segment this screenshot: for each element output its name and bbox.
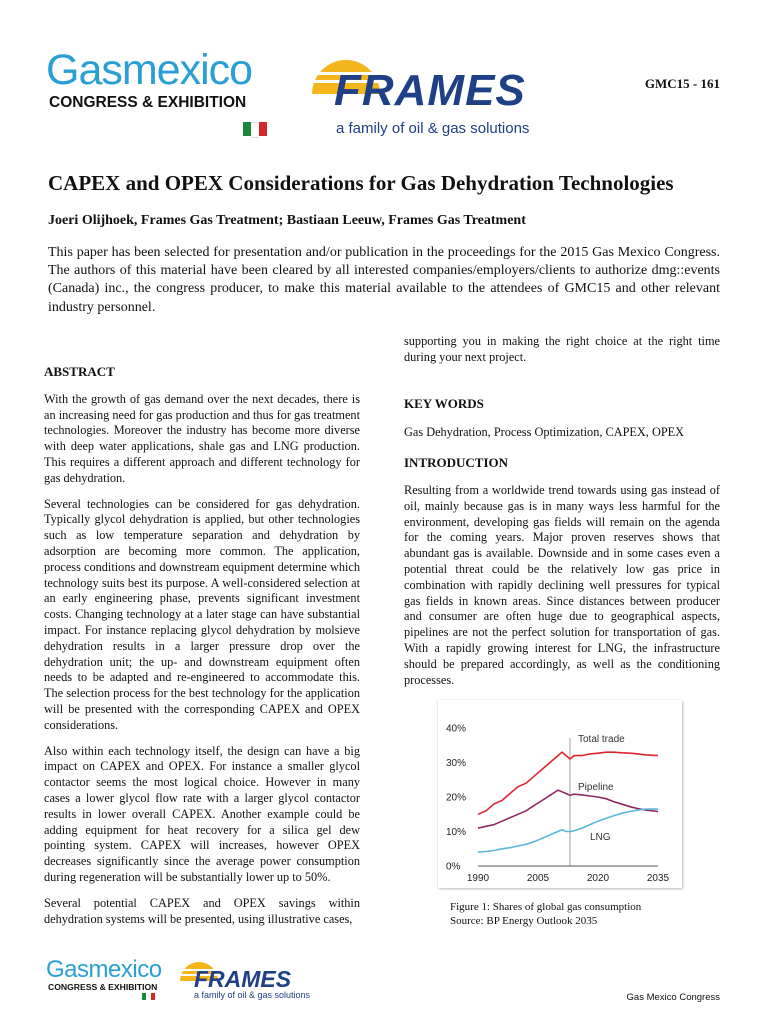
gasmexico-wordmark: Gasmexico — [46, 46, 253, 94]
y-tick-label: 0% — [446, 861, 461, 873]
paper-authors: Joeri Olijhoek, Frames Gas Treatment; Bastiaan Leeuw, Frames Gas Treatment — [48, 213, 526, 228]
mexico-flag-icon — [243, 122, 267, 136]
frames-wordmark: FRAMES — [334, 66, 526, 115]
x-tick-label: 1990 — [466, 873, 490, 884]
y-tick-label: 30% — [446, 758, 467, 769]
figure-caption — [450, 900, 641, 928]
publication-notice: This paper has been selected for presentation and/or publication in the proceedings for the 2015 Gas Mexico Congress. The authors of this material have been cleared by all interested companies/employers/clients to authorize dmg::events (Canada) inc., the congress producer, to make this material available to the attendees of GMC15 and other relevant industry personnel. — [48, 245, 720, 315]
series-line-lng — [478, 809, 658, 852]
footer-frames-tagline: a family of oil & gas solutions — [194, 990, 311, 1000]
x-tick-label: 2020 — [586, 873, 610, 884]
introduction-heading: INTRODUCTION — [404, 455, 509, 471]
x-tick-label: 2005 — [526, 873, 550, 884]
footer-congress-exhibition-label: CONGRESS & EXHIBITION — [48, 982, 158, 992]
y-tick-label: 20% — [446, 792, 467, 804]
frames-tagline: a family of oil & gas solutions — [336, 120, 530, 137]
footer-mexico-flag-icon — [142, 993, 155, 1000]
footer-gasmexico-wordmark: Gasmexico — [46, 956, 162, 983]
series-label-pipeline: Pipeline — [578, 782, 614, 794]
paper-title: CAPEX and OPEX Considerations for Gas Dehydration Technologies — [48, 171, 674, 195]
abstract-heading: ABSTRACT — [44, 364, 115, 379]
series-line-total-trade — [478, 752, 658, 814]
footer-congress-name: Gas Mexico Congress — [626, 992, 720, 1003]
y-tick-label: 10% — [446, 827, 467, 838]
document-code: GMC15 - 161 — [644, 76, 720, 91]
x-tick-label: 2035 — [646, 873, 670, 884]
caption-line-2: Source: BP Energy Outlook 2035 — [450, 915, 598, 927]
footer-gasmexico-logo — [46, 958, 162, 992]
footer-frames-wordmark: FRAMES — [194, 966, 292, 992]
introduction-paragraph: Resulting from a worldwide trend towards using gas instead of oil, mainly because gas is in many ways less harmful for the environment, developing gas fields will remain on the agenda for the coming years. Major proven reserves shows that abundant gas is available. Downside and in some cases even a potential threat could be the relatively low gas price in combination with rapidly declining well pressures for typical gas fields in known areas. Since distances between producer and consumer are often huge due to geographical aspects, pipelines are not the perfect solution for transportation of gas. With a rapidly growing interest for LNG, the infrastructure should be prepared accordingly, as well as the conditioning processes. — [404, 482, 720, 687]
y-tick-label: 40% — [446, 723, 467, 735]
abstract-paragraph-1: With the growth of gas demand over the next decades, there is an increasing need for gas production and thus for gas treatment technologies. Moreover the industry has become more diverse with deep water applications, shale gas and LNG production. This requires a different approach and different technology for gas dehydration. — [44, 391, 360, 485]
abstract-paragraph-3: Also within each technology itself, the design can have a big impact on CAPEX and OPEX. For instance a smaller glycol contactor seems the most logical choice. However in many cases a lower glycol flow rate with a larger glycol contactor results in lower overall CAPEX. Another example could be adding equipment for heat recovery for a silica gel dew pointing system. CAPEX will increases, however OPEX decreases significantly since the average power consumption during regeneration will be substantially lower up to 50%. — [44, 743, 360, 884]
left-column — [44, 364, 360, 937]
keywords-text: Gas Dehydration, Process Optimization, CAPEX, OPEX — [404, 425, 685, 440]
chart-container — [438, 700, 682, 888]
caption-line-1: Figure 1: Shares of global gas consumption — [450, 901, 642, 913]
abstract-paragraph-2: Several technologies can be considered for gas dehydration. Typically glycol dehydration is applied, but other technologies such as low temperature separation and dehydration by adsorption are becoming more common. The application, process conditions and downstream equipment determine which technology suits best its purpose. A well-considered selection at an early engineering phase, prevents significant investment costs. Changing technology at a later stage can have substantial impact. For instance replacing glycol dehydration by molsieve dehydration results in a larger pressure drop over the dehydration unit; the up- and downstream equipment often needs to be adapted and re-engineered to accommodate this. The selection process for the best technology for the application will be presented with the corresponding CAPEX and OPEX considerations. — [44, 496, 360, 732]
congress-exhibition-label: CONGRESS & EXHIBITION — [49, 94, 247, 111]
right-column — [404, 334, 720, 698]
series-line-pipeline — [478, 790, 658, 828]
gasmexico-logo — [46, 48, 252, 112]
keywords-heading: KEY WORDS — [404, 395, 484, 411]
gas-consumption-chart — [438, 700, 682, 888]
abstract-paragraph-4: Several potential CAPEX and OPEX savings within dehydration systems will be presented, using illustrative cases, — [44, 895, 360, 926]
series-label-total-trade: Total trade — [578, 733, 625, 745]
series-label-lng: LNG — [590, 832, 611, 844]
continuation-text: supporting you in making the right choice at the right time during your next project. — [404, 334, 720, 364]
